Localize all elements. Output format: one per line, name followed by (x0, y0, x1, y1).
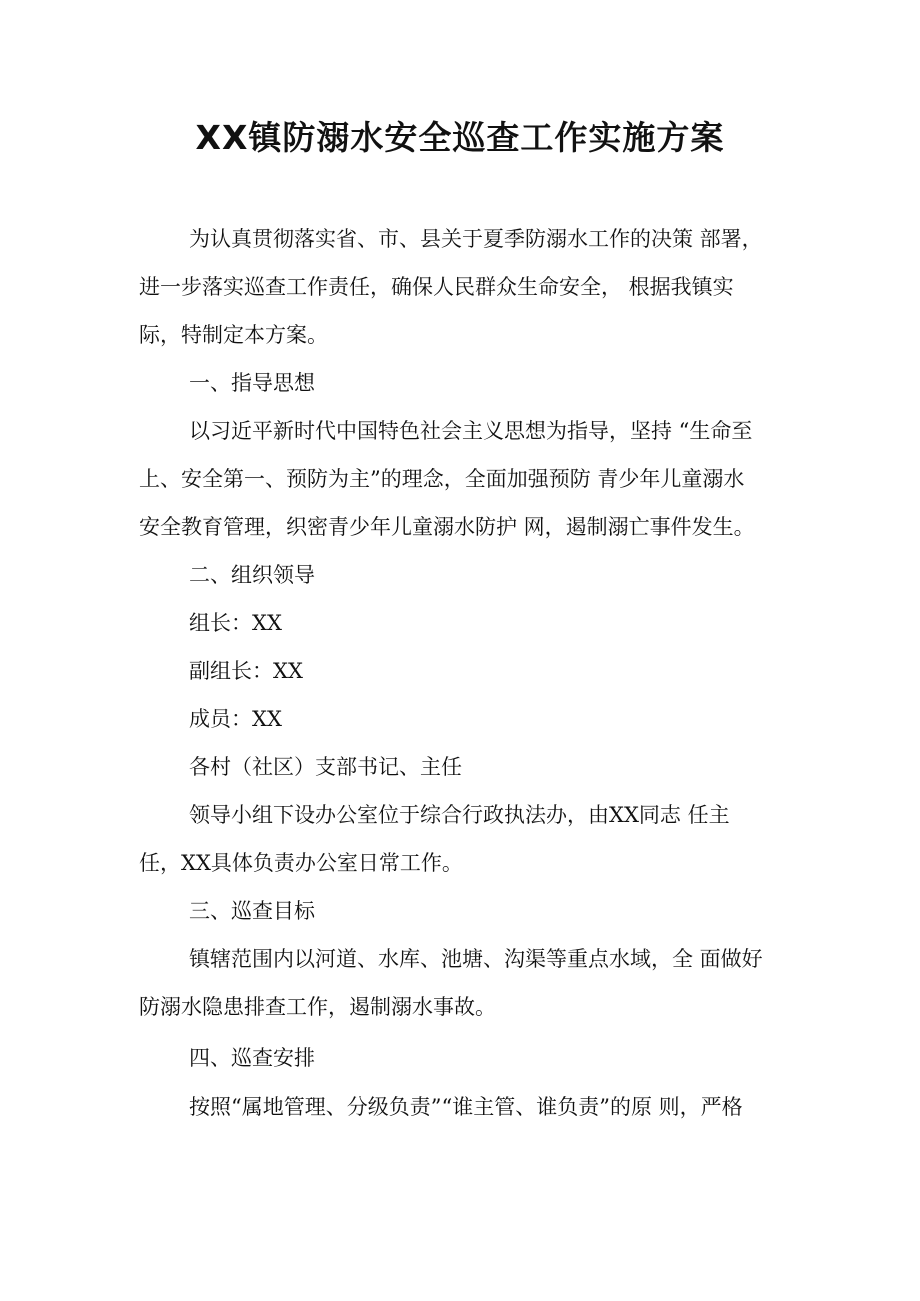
paragraph-line: 际，特制定本方案。 (139, 323, 328, 347)
paragraph-line: 为认真贯彻落实省、市、县关于夏季防溺水工作的决策 部署， (189, 227, 763, 251)
village-officials-line: 各村（社区）支部书记、主任 (189, 755, 462, 779)
section-heading-organization: 二、组织领导 (189, 563, 315, 587)
section-heading-guiding-thought: 一、指导思想 (189, 371, 315, 395)
deputy-leader-line: 副组长：XX (189, 659, 303, 683)
paragraph-line: 领导小组下设办公室位于综合行政执法办，由XX同志 任主 (189, 803, 730, 827)
paragraph-line: 镇辖范围内以河道、水库、池塘、沟渠等重点水域，全 面做好 (189, 947, 763, 971)
members-line: 成员：XX (189, 707, 282, 731)
paragraph-line: 进一步落实巡查工作责任，确保人民群众生命安全， 根据我镇实 (139, 275, 734, 299)
document-title: XX镇防溺水安全巡查工作实施方案 (195, 118, 725, 157)
paragraph-line: 任，XX具体负责办公室日常工作。 (139, 851, 463, 875)
paragraph-line: 防溺水隐患排查工作，遏制溺水事故。 (139, 995, 496, 1019)
paragraph-line: 以习近平新时代中国特色社会主义思想为指导，坚持 “生命至 (189, 419, 753, 443)
paragraph-line: 安全教育管理，织密青少年儿童溺水防护 网，遏制溺亡事件发生。 (139, 515, 755, 539)
paragraph-line: 上、安全第一、预防为主”的理念，全面加强预防 青少年儿童溺水 (139, 467, 745, 491)
paragraph-line: 按照“属地管理、分级负责”“谁主管、谁负责”的原 则，严格 (189, 1095, 743, 1119)
team-leader-line: 组长：XX (189, 611, 282, 635)
section-heading-patrol-arrangement: 四、巡查安排 (189, 1046, 315, 1070)
section-heading-patrol-goal: 三、巡查目标 (189, 899, 315, 923)
